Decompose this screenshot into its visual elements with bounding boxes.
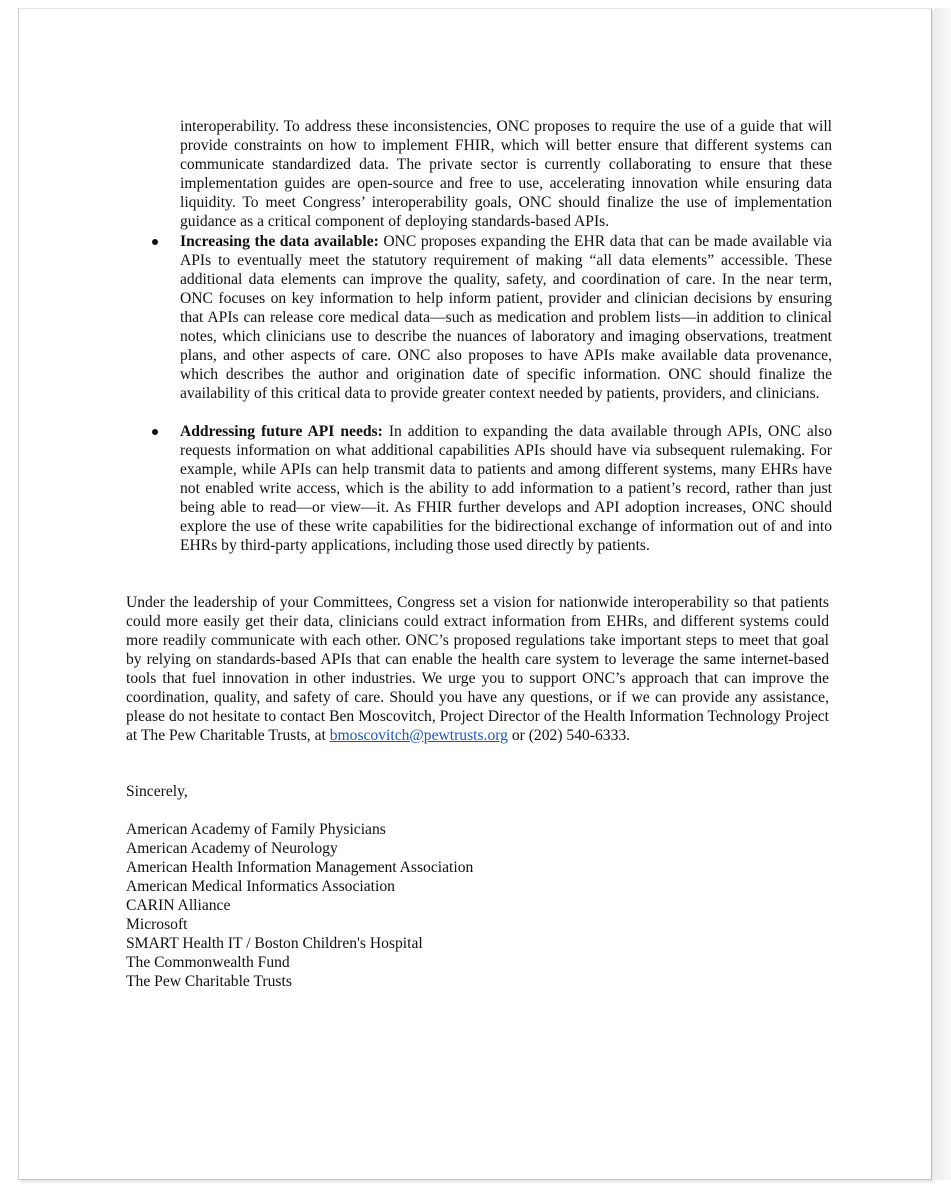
signatory: American Academy of Neurology (126, 839, 338, 857)
signatory: The Commonwealth Fund (126, 953, 290, 971)
page-edge-shadow (934, 8, 951, 1180)
signatory: American Academy of Family Physicians (126, 821, 386, 838)
bullet-text: ONC proposes expanding the EHR data that can be made available via APIs to eventually meet the statutory requirement of making “all data elements” accessible. These additional data elements can improve the quality, safety, and coordination of care. In the near term, ONC focuses on key information to help inform patient, provider and clinician decisions by ensuring that APIs can release core medical data—such as medication and problem lists—in addition to clinical notes, which clinicians use to describe the nuances of laboratory and imaging observations, treatment plans, and other aspects of care. ONC also proposes to have APIs make available data provenance, which describes the author and origination date of specific information. ONC should finalize the availability of this critical data to provide greater context needed by patients, providers, and clinicians. (180, 233, 832, 402)
contact-phone: or (202) 540-6333. (507, 726, 631, 744)
bullet-item-data-available (180, 233, 832, 404)
signatory-list (126, 821, 473, 992)
continuation-paragraph: interoperability. To address these inconsistencies, ONC proposes to require the use of a guide that will provide constraints on how to implement FHIR, which will better ensure that different systems can communicate standardized data. The private sector is currently collaborating to ensure that these implementation guides are open-source and free to use, accelerating innovation while ensuring data liquidity. To meet Congress’ interoperability goals, ONC should finalize the use of implementation guidance as a critical component of deploying standards-based APIs. (180, 118, 832, 230)
bullet-icon (152, 239, 158, 245)
signatory: The Pew Charitable Trusts (126, 972, 292, 990)
sign-off: Sincerely, (126, 783, 188, 800)
contact-email-link[interactable]: bmoscovitch@pewtrusts.org (329, 726, 508, 744)
closing-paragraph-text: Under the leadership of your Committees, Congress set a vision for nationwide interoperability so that patients could more easily get their data, clinicians could extract information from EHRs, and different systems could more readily communicate with each other. ONC’s proposed regulations take important steps to meet that goal by relying on standards-based APIs that can enable the health care system to leverage the same internet-based tools that fuel innovation in other industries. We urge you to support ONC’s approach that can improve the coordination, quality, and safety of care. Should you have any questions, or if we can provide any assistance, please do not hesitate to contact Ben Moscovitch, Project Director of the Health Information Technology Project at The Pew Charitable Trusts, at (126, 594, 829, 744)
bullet-lead: Addressing future API needs: (180, 423, 383, 440)
bullet-lead: Increasing the data available: (180, 233, 379, 250)
signatory: CARIN Alliance (126, 896, 231, 914)
bullet-text: In addition to expanding the data available through APIs, ONC also requests information on what additional capabilities APIs should have via subsequent rulemaking. For example, while APIs can help transmit data to patients and among different systems, many EHRs have not enabled write access, which is the ability to add information to a patient’s record, rather than just being able to read—or view—it. As FHIR further develops and API adoption increases, ONC should explore the use of these write capabilities for the bidirectional exchange of information out of and into EHRs by third-party applications, including those used directly by patients. (180, 423, 832, 554)
bullet-icon (152, 429, 158, 435)
signatory: American Medical Informatics Association (126, 877, 395, 895)
document-page (18, 8, 932, 1180)
closing-paragraph (126, 594, 829, 746)
signatory: American Health Information Management Association (126, 858, 474, 876)
signatory: Microsoft (126, 915, 188, 933)
signatory: SMART Health IT / Boston Children's Hospital (126, 934, 423, 952)
bullet-item-future-api (180, 423, 832, 556)
